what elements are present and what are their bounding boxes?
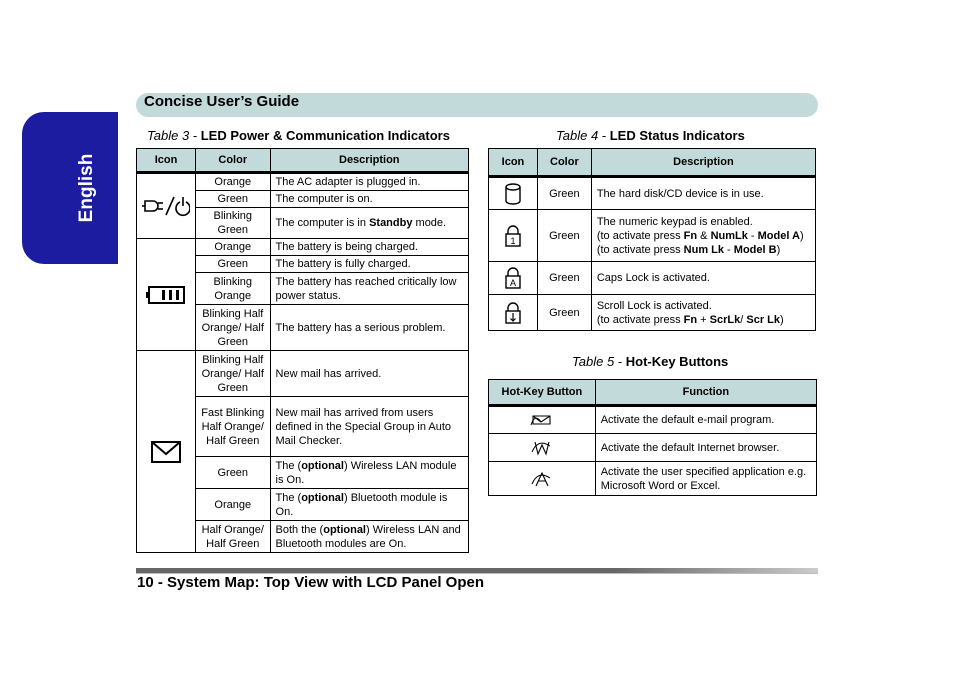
table4-header-description: Description (591, 149, 815, 177)
desc-part: ) (780, 313, 784, 326)
table-cell-description: New mail has arrived from users defined in the Special Group in Auto Mail Checker. (270, 397, 468, 457)
page-footer: 10 - System Map: Top View with LCD Panel Open (137, 574, 485, 591)
num-lock-icon (489, 210, 538, 262)
header-band (136, 93, 818, 117)
desc-bold: NumLk (710, 229, 748, 242)
battery-icon (137, 239, 196, 351)
table-cell-description: The hard disk/CD device is in use. (591, 177, 815, 210)
table-cell-description (270, 489, 468, 521)
desc-part: ) (800, 229, 804, 242)
table-cell-color: Blinking Half Orange/ Half Green (196, 305, 271, 351)
desc-line (597, 229, 810, 243)
desc-part: - (724, 243, 734, 256)
table-cell-color: Orange (196, 173, 271, 191)
desc-line: The numeric keypad is enabled. (596, 215, 753, 228)
table3-header-color: Color (196, 149, 271, 173)
desc-part: & (697, 229, 711, 242)
desc-part: ) Wireless LAN module is On. (275, 459, 457, 486)
table-cell-color: Blinking Orange (196, 273, 271, 305)
table-cell-function: Activate the default e-mail program. (595, 406, 816, 434)
table4-caption-title: LED Status Indicators (609, 128, 745, 143)
svg-text:1: 1 (510, 235, 516, 246)
table-cell-description: New mail has arrived. (270, 351, 468, 397)
table-cell-color: Green (196, 457, 271, 489)
desc-bold: Fn (683, 229, 698, 242)
desc-part: Both the ( (275, 523, 324, 536)
table-cell-color: Green (537, 177, 591, 210)
caps-lock-icon (489, 262, 538, 295)
table-cell-description: The AC adapter is plugged in. (270, 173, 468, 191)
guide-title: Concise User’s Guide (144, 93, 300, 110)
table4-header-icon: Icon (489, 149, 538, 177)
desc-part: - (747, 229, 758, 242)
hotkey-table (488, 379, 817, 496)
email-hotkey-icon[interactable] (489, 406, 596, 434)
desc-part: ) Wireless LAN and Bluetooth modules are On. (275, 523, 461, 550)
table5-caption-prefix: Table 5 - (572, 354, 626, 369)
desc-line: Scroll Lock is activated. (596, 299, 712, 312)
desc-part: The ( (275, 459, 302, 472)
desc-part: (to activate press (596, 243, 684, 256)
table5-header-function: Function (595, 380, 816, 406)
table4-caption-prefix: Table 4 - (556, 128, 610, 143)
desc-line (597, 313, 810, 327)
language-tab-label: English (76, 153, 97, 223)
desc-part: + (697, 313, 710, 326)
desc-part: The ( (275, 491, 302, 504)
desc-bold: optional (323, 523, 366, 536)
table4-caption (556, 128, 745, 143)
table3-caption-title: LED Power & Communication Indicators (200, 128, 450, 143)
table-cell-color: Blinking Half Orange/ Half Green (196, 351, 271, 397)
desc-bold: Model B (733, 243, 777, 256)
table-cell-description (270, 457, 468, 489)
table4-header-color: Color (537, 149, 591, 177)
desc-bold: Standby (369, 217, 413, 229)
table-cell-description: The battery is being charged. (270, 239, 468, 256)
table-cell-description: Caps Lock is activated. (591, 262, 815, 295)
table3-caption-prefix: Table 3 - (147, 128, 201, 143)
power-plug-icon (137, 173, 196, 239)
led-power-table (136, 148, 469, 553)
svg-text:A: A (509, 278, 516, 288)
desc-part: ) (776, 243, 781, 256)
table-cell-description (270, 521, 468, 553)
desc-part: / (740, 313, 747, 326)
language-tab (22, 112, 118, 264)
led-status-table (488, 148, 816, 331)
table5-header-button: Hot-Key Button (489, 380, 596, 406)
table-cell-description (270, 208, 468, 239)
desc-part: mode. (412, 217, 447, 229)
table-cell-function: Activate the default Internet browser. (595, 434, 816, 462)
desc-bold: optional (301, 491, 344, 504)
desc-part: (to activate press (596, 313, 684, 326)
table-cell-description: The computer is on. (270, 191, 468, 208)
desc-bold: Fn (683, 313, 698, 326)
table-cell-color: Green (537, 262, 591, 295)
table-cell-color: Green (196, 191, 271, 208)
table3-caption (147, 128, 450, 143)
desc-bold: Model A (757, 229, 800, 242)
app-hotkey-icon[interactable] (489, 462, 596, 496)
hard-disk-icon (489, 177, 538, 210)
internet-hotkey-icon[interactable] (489, 434, 596, 462)
table-cell-description (591, 210, 815, 262)
table-cell-color: Green (196, 256, 271, 273)
table-cell-description: The battery has reached critically low power status. (270, 273, 468, 305)
desc-part: ) Bluetooth module is On. (275, 491, 448, 518)
table-cell-color: Green (537, 295, 591, 331)
desc-bold: ScrLk (709, 313, 741, 326)
table-cell-color: Half Orange/ Half Green (196, 521, 271, 553)
table3-header-icon: Icon (137, 149, 196, 173)
scroll-lock-icon (489, 295, 538, 331)
table3-header-description: Description (270, 149, 468, 173)
table-cell-description: The battery is fully charged. (270, 256, 468, 273)
desc-bold: Scr Lk (746, 313, 780, 326)
table5-caption-title: Hot-Key Buttons (625, 354, 729, 369)
table-cell-color: Orange (196, 239, 271, 256)
table-cell-function: Activate the user specified application e.g. Microsoft Word or Excel. (595, 462, 816, 496)
table-cell-color: Fast Blinking Half Orange/ Half Green (196, 397, 271, 457)
table-cell-description: The battery has a serious problem. (270, 305, 468, 351)
table-cell-color: Orange (196, 489, 271, 521)
desc-part: (to activate press (596, 229, 684, 242)
table5-caption (572, 354, 728, 369)
desc-bold: Num Lk (683, 243, 724, 256)
desc-part: The computer is in (275, 217, 370, 229)
mail-icon (137, 351, 196, 553)
table-cell-color: Green (537, 210, 591, 262)
table-cell-description (591, 295, 815, 331)
table-cell-color: Blinking Green (196, 208, 271, 239)
desc-line (597, 243, 810, 257)
desc-bold: optional (301, 459, 344, 472)
